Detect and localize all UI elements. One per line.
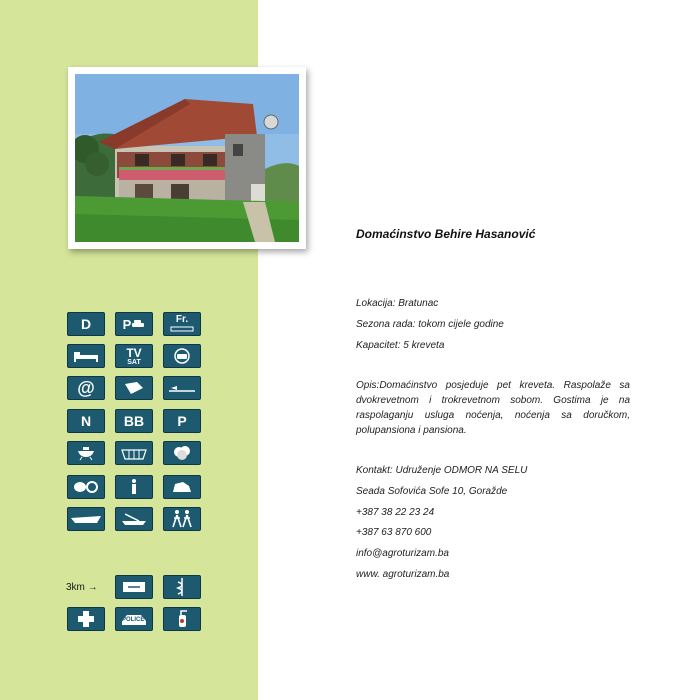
location-text: Lokacija: Bratunac [356,298,439,309]
p-icon [163,409,201,433]
tv-sat-icon [115,344,153,368]
parking-car-icon [115,312,153,336]
tv-label: TV [126,345,142,360]
hiking-person-icon [115,475,153,499]
d-icon [67,312,105,336]
basket-icon [115,441,153,465]
laundry-icon [115,376,153,400]
bed-icon [67,344,105,368]
iron-icon [163,376,201,400]
internet-icon [67,376,105,400]
barbecue-icon [67,441,105,465]
season-text: Sezona rada: tokom cijele godine [356,319,504,330]
n-icon [67,409,105,433]
distance-label: 3km → [66,582,98,593]
bb-icon [115,409,153,433]
house-photo [75,74,299,242]
phone-1[interactable]: +387 38 22 23 24 [356,507,435,518]
sat-label: SAT [127,358,141,366]
pharmacy-icon [163,575,201,599]
description-text: Opis:Domaćinstvo posjeduje pet kreveta. Raspolaže sa dvokrevetnom i trokrevetnom sobom. Gostima je na raspolaganju usluga noćenja, noćenja sa doručkom, polupansiona i pansiona. [356,380,630,436]
hikers-icon [163,507,201,531]
telephone-icon [163,344,201,368]
parking-car-label: P [122,316,132,332]
n-label: N [80,413,92,429]
website-link[interactable]: www. agroturizam.ba [356,569,450,580]
internet-label: @ [77,377,95,398]
capacity-text: Kapacitet: 5 kreveta [356,340,445,351]
fridge-icon [163,312,201,336]
listing-title: Domaćinstvo Behire Hasanović [356,227,536,241]
d-label: D [80,316,92,332]
contact-label: Kontakt: Udruženje ODMOR NA SELU [356,465,528,476]
boat-icon [67,507,105,531]
bb-label: BB [123,413,145,429]
police-text: POLICE [122,617,145,623]
hospital-icon [67,607,105,631]
p-label: P [177,413,187,429]
post-office-icon [115,575,153,599]
phone-2[interactable]: +387 63 870 600 [356,527,432,538]
car-icon [131,319,145,329]
tree-icon [163,441,201,465]
address-text: Seada Sofovića Sofe 10, Goražde [356,486,508,497]
fire-extinguisher-icon [163,607,201,631]
fishing-icon [67,475,105,499]
email-link[interactable]: info@agroturizam.ba [356,548,449,559]
rafting-icon [115,507,153,531]
fridge-label: Fr. [175,314,189,325]
horse-icon [163,475,201,499]
photo-frame [68,67,306,249]
